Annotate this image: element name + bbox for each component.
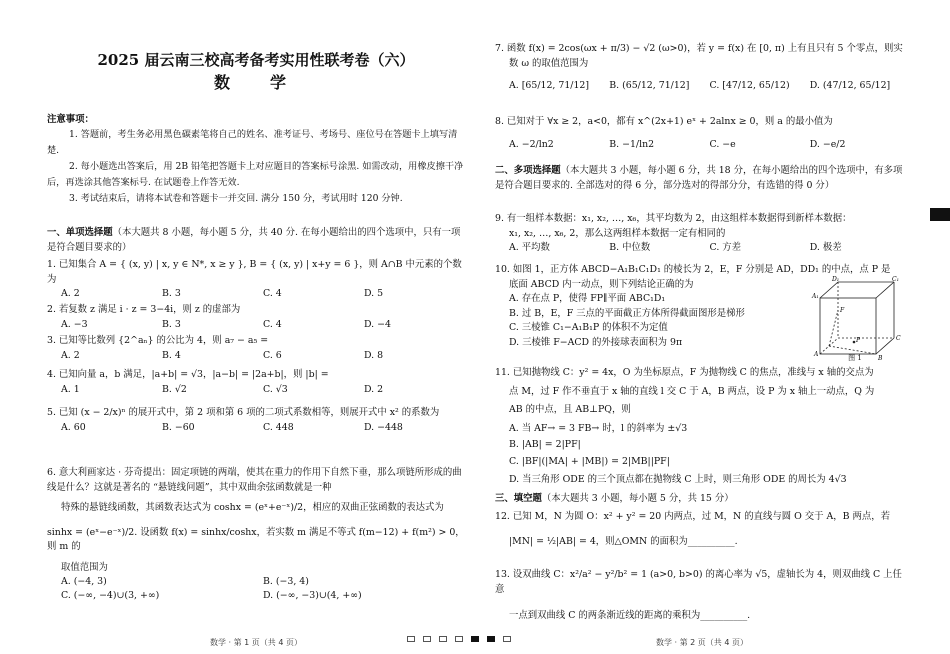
mark-box-filled	[487, 636, 495, 642]
option-c: C. 三棱锥 C₁−A₁B₁P 的体积不为定值	[509, 322, 668, 333]
footer-left: 数学 · 第 1 页（共 4 页）	[210, 638, 302, 647]
option-a: A. 2	[61, 288, 80, 299]
option-b: B. (65/12, 71/12]	[609, 80, 690, 91]
mark-box	[423, 636, 431, 642]
question-5	[47, 406, 465, 435]
question-9	[495, 212, 910, 255]
option-b: B. √2	[162, 383, 187, 395]
question-stem: 5. 已知 (x − 2/x)ⁿ 的展开式中，第 2 项和第 6 项的二项式系数相等，则展开式中 x² 的系数为	[47, 407, 440, 418]
question-stem: 底面 ABCD 内一动点，则下列结论正确的为	[509, 278, 694, 290]
option-a: A. 当 AF→ = 3 FB→ 时，l 的斜率为 ±√3	[509, 422, 688, 434]
notice-item: 3. 考试结束后，请将本试卷和答题卡一并交回. 满分 150 分，考试用时 120 分钟.	[69, 192, 403, 204]
option-b: B. (−3, 4)	[263, 576, 309, 587]
section-head: 三、填空题	[495, 493, 542, 504]
notice-head: 注意事项：	[47, 114, 94, 125]
question-7	[495, 42, 910, 93]
section-desc: （本大题共 3 小题，每小题 5 分，共 15 分）	[541, 493, 734, 504]
option-d: D. −4	[364, 318, 391, 330]
option-b: B. 4	[162, 349, 181, 361]
option-c: C. 方差	[709, 242, 742, 253]
question-stem: 取值范围为	[61, 561, 108, 573]
question-3	[47, 334, 465, 363]
section-desc: （本大题共 8 小题，每小题 5 分，共 40 分. 在每小题给出的四个选项中，只有一项是符合题目要求的）	[47, 227, 461, 253]
option-c: C. |BF|(|MA| + |MB|) = 2|MB||PF|	[509, 455, 670, 467]
option-a: A. 2	[61, 349, 80, 361]
vertex-label: A	[814, 351, 819, 358]
option-c: C. √3	[263, 383, 288, 395]
section-head: 一、单项选择题	[47, 227, 113, 238]
page-title: 2025 届云南三校高考备考实用性联考卷（六）	[97, 51, 415, 69]
option-b: B. 3	[162, 288, 181, 299]
option-a: A. 60	[61, 421, 86, 433]
notice-block	[47, 114, 465, 207]
option-d: D. 8	[364, 349, 384, 361]
question-stem: x₁, x₂, …, x₆, 2，那么这两组样本数据一定有相同的	[509, 227, 726, 239]
option-a: A. 1	[61, 383, 80, 395]
question-stem: 3. 已知等比数列 {2^aₙ} 的公比为 4，则 a₇ − a₅ =	[47, 335, 269, 346]
option-b: B. −1/ln2	[609, 138, 655, 150]
question-stem: 4. 已知向量 a，b 满足，|a+b| = √3，|a−b| = |2a+b|，则 |b| =	[47, 369, 329, 380]
section1	[47, 226, 465, 255]
question-11	[495, 366, 910, 488]
option-d: D. (47/12, 65/12]	[809, 80, 891, 91]
question-stem: 1. 已知集合 A = { (x, y) | x, y ∈ N*, x ≥ y }, B = { (x, y) | x+y = 6 }，则 A∩B 中元素的个数为	[47, 259, 462, 285]
option-c: C. 6	[263, 349, 282, 361]
question-stem: 10. 如图 1，正方体 ABCD−A₁B₁C₁D₁ 的棱长为 2，E，F 分别是 AD，DD₁ 的中点，点 P 是	[495, 264, 891, 275]
question-stem: 13. 设双曲线 C：x²/a² − y²/b² = 1 (a>0, b>0) 的离心率为 √5，虚轴长为 4，则双曲线 C 上任意	[495, 569, 902, 595]
option-d: D. −448	[364, 421, 403, 433]
cube-figure	[812, 276, 901, 364]
notice-item: 2. 每小题选出答案后，用 2B 铅笔把答题卡上对应题目的答案标号涂黑. 如需改动，用橡皮擦干净后，再选涂其他答案标号. 在试题卷上作答无效.	[47, 160, 464, 188]
option-d: D. −e/2	[809, 138, 846, 150]
section3	[495, 492, 910, 507]
subject-title: 数 学	[213, 73, 298, 92]
option-a: A. [65/12, 71/12]	[509, 80, 590, 91]
option-b: B. |AB| = 2|PF|	[509, 439, 581, 450]
option-d: D. 三棱锥 F−ACD 的外接球表面积为 9π	[509, 336, 683, 348]
mark-box	[407, 636, 415, 642]
option-a: A. −2/ln2	[509, 138, 554, 150]
option-c: C. 4	[263, 288, 282, 299]
question-1	[47, 258, 465, 301]
option-b: B. −60	[162, 421, 195, 433]
question-6	[47, 466, 465, 603]
mark-box	[439, 636, 447, 642]
option-c: C. −e	[709, 138, 736, 150]
option-b: B. 3	[162, 318, 181, 330]
option-c: C. (−∞, −4)∪(3, +∞)	[61, 590, 160, 601]
question-stem: 11. 已知抛物线 C：y² = 4x，O 为坐标原点，F 为抛物线 C 的焦点，准线与 x 轴的交点为	[495, 367, 874, 378]
notice-item: 1. 答题前，考生务必用黑色碳素笔将自己的姓名、准考证号、考场号、座位号在答题卡上填写清楚.	[47, 128, 458, 156]
option-a: A. (−4, 3)	[61, 576, 107, 587]
vertex-label: A₁	[812, 293, 819, 300]
option-b: B. 过 B，E，F 三点的平面截正方体所得截面图形是梯形	[509, 307, 745, 319]
mark-box	[455, 636, 463, 642]
question-8	[495, 115, 910, 152]
option-a: A. 平均数	[509, 242, 550, 253]
footer-right: 数学 · 第 2 页（共 4 页）	[656, 638, 748, 647]
page-marks	[407, 636, 511, 642]
figure-caption: 图 1	[848, 354, 862, 362]
question-stem: |MN| = ½|AB| = 4，则△OMN 的面积为__________.	[509, 535, 738, 547]
vertex-label: C₁	[892, 276, 899, 283]
option-d: D. 极差	[809, 242, 842, 253]
question-12	[495, 510, 910, 549]
question-stem: 9. 有一组样本数据：x₁, x₂, …, x₆，其平均数为 2，由这组样本数据得到新样本数据：	[495, 213, 852, 224]
option-a: A. 存在点 P，使得 FP∥平面 ABC₁D₁	[509, 293, 666, 304]
vertex-label: P	[856, 337, 861, 344]
question-stem: 数 ω 的取值范围为	[509, 57, 589, 69]
vertex-label: F	[840, 307, 845, 314]
option-c: C. [47/12, 65/12)	[709, 80, 790, 91]
question-stem: 6. 意大利画家达 · 芬奇提出：固定项链的两端，使其在重力的作用下自然下垂，那么项链所形成的曲线是什么？这就是著名的 “悬链线问题”，其中双曲余弦函数就是一种	[47, 467, 462, 493]
question-stem: 特殊的悬链线函数，其函数表达式为 coshx = (eˣ+e⁻ˣ)/2，相应的双曲正弦函数的表达式为	[61, 502, 444, 513]
option-a: A. −3	[61, 318, 88, 330]
section-desc: （本大题共 3 小题，每小题 6 分，共 18 分，在每小题给出的四个选项中，有多项是符合题目要求的. 全部选对的得 6 分，部分选对的得部分分，有选错的得 0 分）	[495, 165, 903, 191]
cube-diagram	[812, 276, 901, 364]
option-d: D. 2	[364, 383, 384, 395]
vertex-label: C	[896, 335, 901, 342]
mark-box	[503, 636, 511, 642]
option-c: C. 448	[263, 421, 294, 433]
question-stem: AB 的中点，且 AB⊥PQ，则	[509, 404, 631, 415]
option-d: D. 当三角形 ODE 的三个顶点都在抛物线 C 上时，则三角形 ODE 的周长为 4√3	[509, 474, 847, 485]
vertex-label: D₁	[832, 276, 840, 283]
option-d: D. 5	[364, 288, 384, 299]
question-stem: 7. 函数 f(x) = 2cos(ωx + π/3) − √2 (ω>0)，若 y = f(x) 在 [0, π) 上有且只有 5 个零点，则实	[495, 43, 903, 54]
question-stem: 12. 已知 M，N 为圆 O：x² + y² = 20 内两点，过 M，N 的直线与圆 O 交于 A，B 两点，若	[495, 511, 890, 522]
section2	[495, 164, 910, 193]
mark-box-filled	[471, 636, 479, 642]
option-c: C. 4	[263, 318, 282, 330]
question-4	[47, 368, 465, 397]
question-stem: sinhx = (eˣ−e⁻ˣ)/2. 设函数 f(x) = sinhx/coshx，若实数 m 满足不等式 f(m−12) + f(m²) > 0，则 m 的	[47, 526, 465, 552]
question-stem: 2. 若复数 z 满足 i · z = 3−4i，则 z 的虚部为	[47, 304, 241, 315]
option-b: B. 中位数	[609, 242, 651, 253]
question-stem: 一点到双曲线 C 的两条渐近线的距离的乘积为__________.	[509, 610, 751, 621]
question-stem: 8. 已知对于 ∀x ≥ 2，a<0，都有 x^(2x+1) eˣ + 2alnx ≥ 0，则 a 的最小值为	[495, 116, 833, 127]
question-10	[495, 263, 891, 350]
option-d: D. (−∞, −3)∪(4, +∞)	[263, 590, 362, 601]
question-2	[47, 303, 465, 332]
question-13	[495, 568, 910, 624]
section-head: 二、多项选择题	[495, 165, 561, 176]
edge-tab-marker	[930, 208, 950, 221]
vertex-label: B	[878, 355, 883, 362]
question-stem: 点 M，过 F 作不垂直于 x 轴的直线 l 交 C 于 A，B 两点，设 P 为 x 轴上一动点，Q 为	[509, 385, 875, 397]
